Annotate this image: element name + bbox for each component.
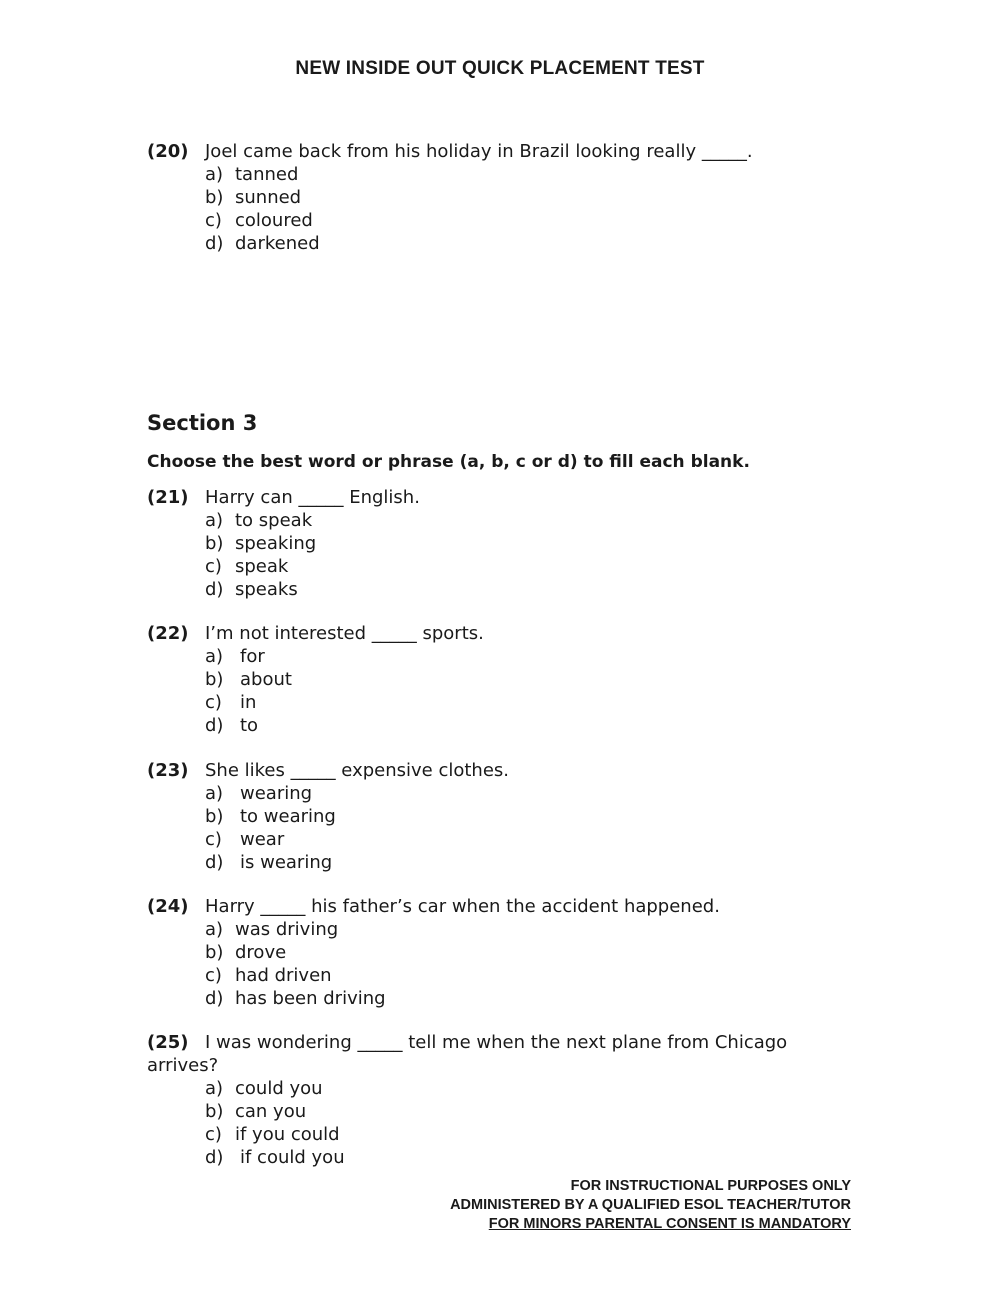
option-c[interactable]: c) speak — [205, 556, 289, 577]
option-d[interactable]: d) speaks — [205, 579, 298, 600]
question-number: (21) — [147, 487, 189, 508]
option-a[interactable]: a) to speak — [205, 510, 313, 531]
question-number: (24) — [147, 896, 189, 917]
option-b[interactable]: b) to wearing — [205, 806, 336, 827]
option-a[interactable]: a) tanned — [205, 164, 299, 185]
section-instruction: Choose the best word or phrase (a, b, c or d) to fill each blank. — [147, 452, 750, 472]
question-stem-continued: arrives? — [147, 1055, 219, 1076]
page-title: NEW INSIDE OUT QUICK PLACEMENT TEST — [295, 58, 705, 79]
option-c[interactable]: c) if you could — [205, 1124, 340, 1145]
option-c[interactable]: c) had driven — [205, 965, 332, 986]
question-24 — [147, 895, 867, 1010]
option-c[interactable]: c) coloured — [205, 210, 313, 231]
option-c[interactable]: c) in — [205, 692, 257, 713]
question-20 — [147, 140, 867, 255]
option-b[interactable]: b) drove — [205, 942, 287, 963]
option-b[interactable]: b) speaking — [205, 533, 317, 554]
footer-line-2: ADMINISTERED BY A QUALIFIED ESOL TEACHER/TUTOR — [450, 1197, 851, 1213]
option-a[interactable]: a) was driving — [205, 919, 339, 940]
footer-line-3: FOR MINORS PARENTAL CONSENT IS MANDATORY — [488, 1216, 851, 1232]
question-number: (22) — [147, 623, 189, 644]
question-number: (25) — [147, 1032, 189, 1053]
option-d[interactable]: d) is wearing — [205, 852, 333, 873]
option-c[interactable]: c) wear — [205, 829, 285, 850]
option-b[interactable]: b) about — [205, 669, 292, 690]
option-b[interactable]: b) can you — [205, 1101, 307, 1122]
section-heading: Section 3 — [147, 411, 258, 435]
question-22 — [147, 622, 867, 737]
option-d[interactable]: d) to — [205, 715, 259, 736]
question-stem: I was wondering _____ tell me when the next plane from Chicago — [205, 1032, 788, 1053]
question-21 — [147, 486, 867, 601]
question-stem: Harry _____ his father’s car when the accident happened. — [205, 896, 720, 917]
question-23 — [147, 759, 867, 874]
question-stem: Joel came back from his holiday in Brazil looking really _____. — [205, 141, 753, 162]
question-number: (20) — [147, 141, 189, 162]
question-25 — [147, 1031, 867, 1169]
option-a[interactable]: a) wearing — [205, 783, 313, 804]
question-stem: Harry can _____ English. — [205, 487, 420, 508]
footer-notice — [450, 1177, 851, 1234]
option-b[interactable]: b) sunned — [205, 187, 302, 208]
option-d[interactable]: d) darkened — [205, 233, 320, 254]
question-number: (23) — [147, 760, 189, 781]
question-stem: She likes _____ expensive clothes. — [205, 760, 510, 781]
footer-line-1: FOR INSTRUCTIONAL PURPOSES ONLY — [570, 1178, 851, 1194]
question-stem: I’m not interested _____ sports. — [205, 623, 484, 644]
option-d[interactable]: d) has been driving — [205, 988, 386, 1009]
option-a[interactable]: a) for — [205, 646, 265, 667]
option-d[interactable]: d) if could you — [205, 1147, 345, 1168]
option-a[interactable]: a) could you — [205, 1078, 323, 1099]
